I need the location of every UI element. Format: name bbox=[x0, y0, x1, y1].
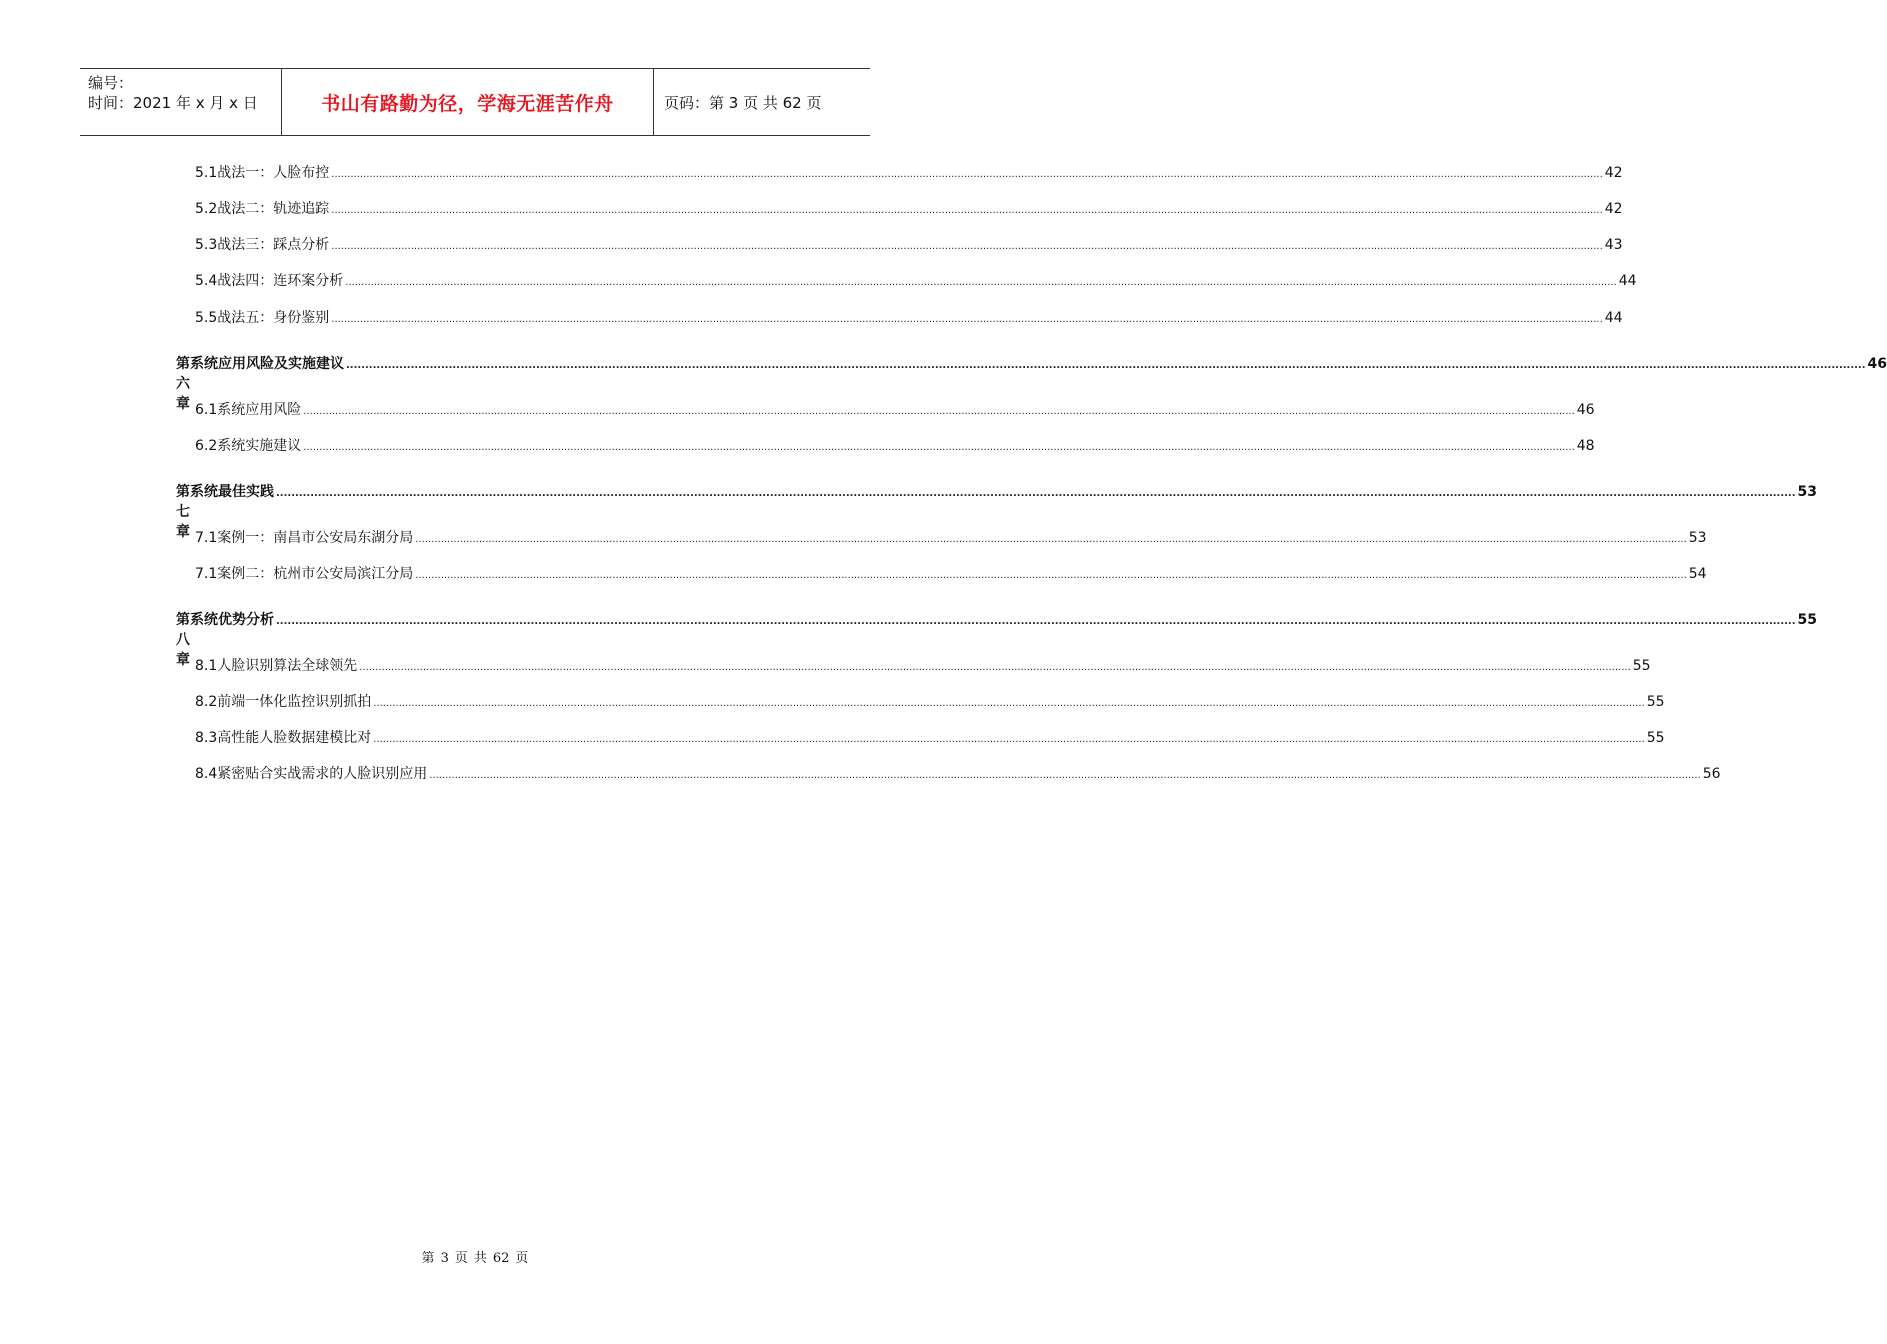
toc-entry-page: 55 bbox=[1646, 694, 1665, 710]
toc-entry-page: 46 bbox=[1576, 402, 1595, 418]
toc-entry-number: 8.2 bbox=[195, 694, 218, 710]
toc-entry-page: 53 bbox=[1797, 484, 1818, 500]
toc-entry-page: 44 bbox=[1618, 273, 1637, 289]
toc-leader-dots: ................................................................................................................................................................................................................................................................................................................................................................................................................ bbox=[415, 570, 1687, 581]
toc-section-entry[interactable] bbox=[195, 764, 1721, 784]
toc-leader-dots: ................................................................................................................................................................................................................................................................................................................................................................................................................ bbox=[373, 734, 1645, 745]
toc-entry-title: 案例二：杭州市公安局滨江分局 bbox=[217, 566, 414, 582]
toc-entry-title: 前端一体化监控识别抓拍 bbox=[217, 694, 372, 710]
footer-text: 页 bbox=[454, 1251, 468, 1266]
toc-entry-page: 53 bbox=[1688, 530, 1707, 546]
toc-entry-number: 8.3 bbox=[195, 730, 218, 746]
toc-section-entry[interactable] bbox=[195, 235, 1623, 255]
toc-entry-number: 5.3 bbox=[195, 237, 218, 253]
toc-section-entry[interactable] bbox=[195, 308, 1623, 328]
toc-entry-page: 44 bbox=[1604, 310, 1623, 326]
toc-section-entry[interactable] bbox=[195, 400, 1595, 420]
toc-leader-dots: ................................................................................................................................................................................................................................................................................................................................................................................................................ bbox=[331, 205, 1603, 216]
header-page-label: 页码：第 3 页 共 62 页 bbox=[664, 93, 822, 112]
toc-leader-dots: ................................................................................................................................................................................................................................................................................................................................................................................................................ bbox=[331, 241, 1603, 252]
toc-entry-page: 55 bbox=[1632, 658, 1651, 674]
toc-leader-dots: ................................................................................................................................................................................................................................................................................................................................................................................................................ bbox=[303, 406, 1575, 417]
toc-entry-number: 5.4 bbox=[195, 273, 218, 289]
toc-entry-number: 6.2 bbox=[195, 438, 218, 454]
toc-entry-page: 55 bbox=[1797, 612, 1818, 628]
toc-entry-title: 战法二：轨迹追踪 bbox=[217, 201, 330, 217]
toc-leader-dots: ................................................................................................................................................................................................................................................................................................................................................................................................................ bbox=[276, 488, 1796, 499]
toc-entry-page: 43 bbox=[1604, 237, 1623, 253]
toc-section-entry[interactable] bbox=[195, 163, 1623, 183]
toc-entry-number: 6.1 bbox=[195, 402, 218, 418]
toc-entry-page: 56 bbox=[1702, 766, 1721, 782]
toc-entry-page: 48 bbox=[1576, 438, 1595, 454]
toc-section-entry[interactable] bbox=[195, 728, 1665, 748]
toc-entry-number: 第七章 bbox=[176, 484, 190, 540]
doc-number-label: 编号： bbox=[88, 74, 134, 92]
toc-leader-dots: ................................................................................................................................................................................................................................................................................................................................................................................................................ bbox=[345, 277, 1617, 288]
toc-leader-dots: ................................................................................................................................................................................................................................................................................................................................................................................................................ bbox=[359, 662, 1631, 673]
toc-leader-dots: ................................................................................................................................................................................................................................................................................................................................................................................................................ bbox=[373, 698, 1645, 709]
toc-entry-number: 5.2 bbox=[195, 201, 218, 217]
footer-text: 第 bbox=[421, 1251, 435, 1266]
toc-leader-dots: ................................................................................................................................................................................................................................................................................................................................................................................................................ bbox=[415, 534, 1687, 545]
toc-entry-number: 7.1 bbox=[195, 566, 218, 582]
toc-leader-dots: ................................................................................................................................................................................................................................................................................................................................................................................................................ bbox=[331, 169, 1603, 180]
footer-text: 共 bbox=[473, 1251, 487, 1266]
header-motto: 书山有路勤为径，学海无涯苦作舟 bbox=[321, 92, 614, 115]
toc-entry-title: 战法三：踩点分析 bbox=[217, 237, 330, 253]
toc-section-entry[interactable] bbox=[195, 564, 1707, 584]
toc-entry-title: 紧密贴合实战需求的人脸识别应用 bbox=[217, 766, 428, 782]
toc-entry-title: 系统最佳实践 bbox=[190, 484, 274, 500]
toc-entry-title: 系统优势分析 bbox=[190, 612, 274, 628]
toc-section-entry[interactable] bbox=[195, 528, 1707, 548]
footer-text: 页 bbox=[515, 1251, 529, 1266]
toc-entry-title: 战法一：人脸布控 bbox=[217, 165, 330, 181]
toc-entry-title: 系统应用风险 bbox=[217, 402, 302, 418]
toc-entry-page: 55 bbox=[1646, 730, 1665, 746]
toc-leader-dots: ................................................................................................................................................................................................................................................................................................................................................................................................................ bbox=[276, 616, 1796, 627]
toc-entry-title: 人脸识别算法全球领先 bbox=[217, 658, 358, 674]
toc-entry-title: 高性能人脸数据建模比对 bbox=[217, 730, 372, 746]
toc-leader-dots: ................................................................................................................................................................................................................................................................................................................................................................................................................ bbox=[303, 442, 1575, 453]
toc-section-entry[interactable] bbox=[195, 656, 1651, 676]
footer-current-page: 3 bbox=[440, 1251, 449, 1266]
toc-leader-dots: ................................................................................................................................................................................................................................................................................................................................................................................................................ bbox=[429, 770, 1701, 781]
toc-entry-number: 第八章 bbox=[176, 612, 190, 668]
toc-entry-page: 54 bbox=[1688, 566, 1707, 582]
toc-entry-number: 5.1 bbox=[195, 165, 218, 181]
toc-entry-page: 42 bbox=[1604, 201, 1623, 217]
toc-entry-title: 战法五：身份鉴别 bbox=[217, 310, 330, 326]
toc-entry-page: 42 bbox=[1604, 165, 1623, 181]
toc-entry-number: 8.4 bbox=[195, 766, 218, 782]
toc-entry-number: 7.1 bbox=[195, 530, 218, 546]
toc-section-entry[interactable] bbox=[195, 692, 1665, 712]
toc-section-entry[interactable] bbox=[195, 436, 1595, 456]
toc-entry-title: 战法四：连环案分析 bbox=[217, 273, 344, 289]
toc-entry-title: 系统实施建议 bbox=[217, 438, 302, 454]
footer-total-pages: 62 bbox=[492, 1251, 510, 1266]
toc-entry-page: 46 bbox=[1867, 356, 1887, 372]
toc-section-entry[interactable] bbox=[195, 271, 1637, 291]
toc-entry-number: 5.5 bbox=[195, 310, 218, 326]
toc-leader-dots: ................................................................................................................................................................................................................................................................................................................................................................................................................ bbox=[346, 360, 1866, 371]
toc-entry-number: 8.1 bbox=[195, 658, 218, 674]
toc-leader-dots: ................................................................................................................................................................................................................................................................................................................................................................................................................ bbox=[331, 314, 1603, 325]
page-footer bbox=[0, 1247, 950, 1266]
toc-entry-number: 第六章 bbox=[176, 356, 190, 412]
doc-date-label: 时间：2021 年 x 月 x 日 bbox=[88, 94, 258, 112]
toc-entry-title: 系统应用风险及实施建议 bbox=[190, 356, 344, 372]
toc-entry-title: 案例一：南昌市公安局东湖分局 bbox=[217, 530, 414, 546]
toc-section-entry[interactable] bbox=[195, 199, 1623, 219]
